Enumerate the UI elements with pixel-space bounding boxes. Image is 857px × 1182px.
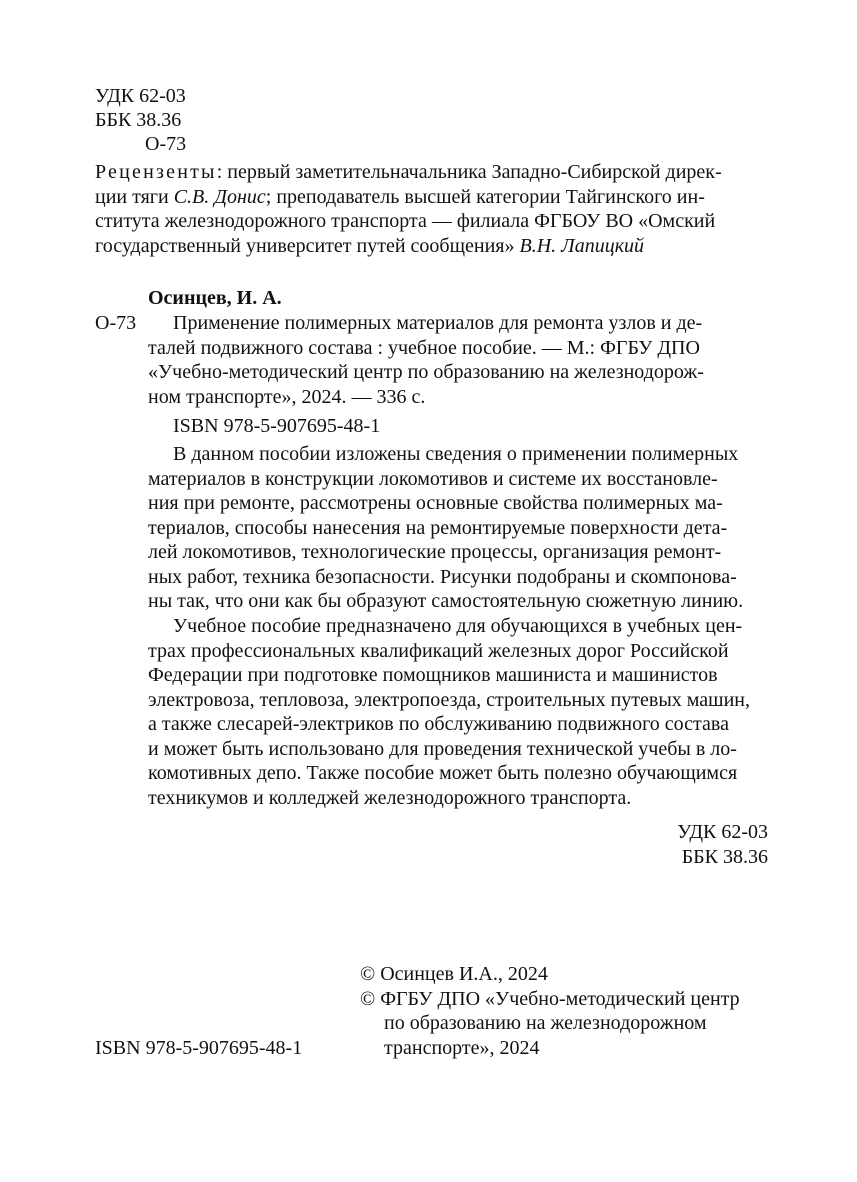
book-title-line: ном транспорте», 2024. — 336 с. bbox=[148, 385, 426, 408]
reviewers-label: Рецензенты bbox=[95, 161, 217, 183]
header-udk: УДК 62-03 bbox=[95, 85, 186, 107]
reviewers-line-1: Рецензенты: первый заметительначальника Западно-Сибирской дирек- bbox=[95, 161, 722, 183]
copyright-line: © ФГБУ ДПО «Учебно-методический центр bbox=[360, 987, 740, 1010]
abstract-line: ны так, что они как бы образуют самостоятельную сюжетную линию. bbox=[148, 590, 744, 612]
abstract-paragraph-1 bbox=[148, 442, 778, 614]
abstract-line: Федерации при подготовке помощников машиниста и машинистов bbox=[148, 664, 718, 686]
abstract-line: териалов, способы нанесения на ремонтируемые поверхности дета- bbox=[148, 516, 728, 539]
book-title bbox=[148, 311, 778, 409]
classification-bbk: ББК 38.36 bbox=[681, 845, 768, 868]
book-title-line: талей подвижного состава : учебное пособие. — М.: ФГБУ ДПО bbox=[148, 336, 700, 359]
abstract-line: лей локомотивов, технологические процессы, организация ремонт- bbox=[148, 541, 722, 563]
abstract-line: ных работ, техника безопасности. Рисунки подобраны и скомпонова- bbox=[148, 565, 737, 588]
reviewers-line-2: ции тяги С.В. Донис; преподаватель высшей категории Тайгинского ин- bbox=[95, 185, 705, 208]
header-author-mark: О-73 bbox=[145, 133, 187, 155]
abstract-line: Учебное пособие предназначено для обучающихся в учебных цен- bbox=[173, 615, 743, 637]
book-author: Осинцев, И. А. bbox=[148, 287, 282, 309]
classification-udk: УДК 62-03 bbox=[677, 821, 768, 843]
abstract-line: электровоза, тепловоза, электропоезда, строительных путевых машин, bbox=[148, 688, 750, 711]
copyright-line: транспорте», 2024 bbox=[384, 1036, 540, 1059]
copyright-block bbox=[360, 962, 780, 1060]
reviewer-2-name: В.Н. Лапицкий bbox=[519, 234, 645, 257]
abstract-line: комотивных депо. Также пособие может быть полезно обучающимся bbox=[148, 762, 738, 784]
abstract-line: техникумов и колледжей железнодорожного транспорта. bbox=[148, 786, 632, 809]
abstract-line: а также слесарей-электриков по обслуживанию подвижного состава bbox=[148, 713, 729, 735]
book-mark: О-73 bbox=[95, 312, 137, 334]
abstract-line: материалов в конструкции локомотивов и системе их восстановле- bbox=[148, 467, 718, 490]
reviewer-1-name: С.В. Донис bbox=[173, 185, 266, 208]
classification-block bbox=[560, 820, 768, 869]
book-title-line: Применение полимерных материалов для ремонта узлов и де- bbox=[173, 312, 703, 334]
reviewers-block bbox=[95, 160, 775, 258]
reviewers-line-4: государственный университет путей сообщения» В.Н. Лапицкий bbox=[95, 234, 645, 257]
abstract-line: трах профессиональных квалификаций железных дорог Российской bbox=[148, 639, 729, 662]
header-bbk: ББК 38.36 bbox=[95, 109, 182, 131]
book-title-line: «Учебно-методический центр по образованию на железнодорож- bbox=[148, 361, 704, 383]
copyright-line: по образованию на железнодорожном bbox=[384, 1012, 707, 1034]
abstract-line: ния при ремонте, рассмотрены основные свойства полимерных ма- bbox=[148, 492, 723, 514]
abstract-line: В данном пособии изложены сведения о применении полимерных bbox=[173, 443, 739, 465]
abstract-paragraph-2 bbox=[148, 614, 778, 810]
abstract-line: и может быть использовано для проведения технической учебы в ло- bbox=[148, 737, 737, 760]
copyright-line: © Осинцев И.А., 2024 bbox=[360, 963, 548, 985]
footer-isbn: ISBN 978-5-907695-48-1 bbox=[95, 1037, 303, 1059]
book-isbn: ISBN 978-5-907695-48-1 bbox=[173, 415, 381, 437]
reviewers-line-3: ститута железнодорожного транспорта — филиала ФГБОУ ВО «Омский bbox=[95, 210, 716, 232]
